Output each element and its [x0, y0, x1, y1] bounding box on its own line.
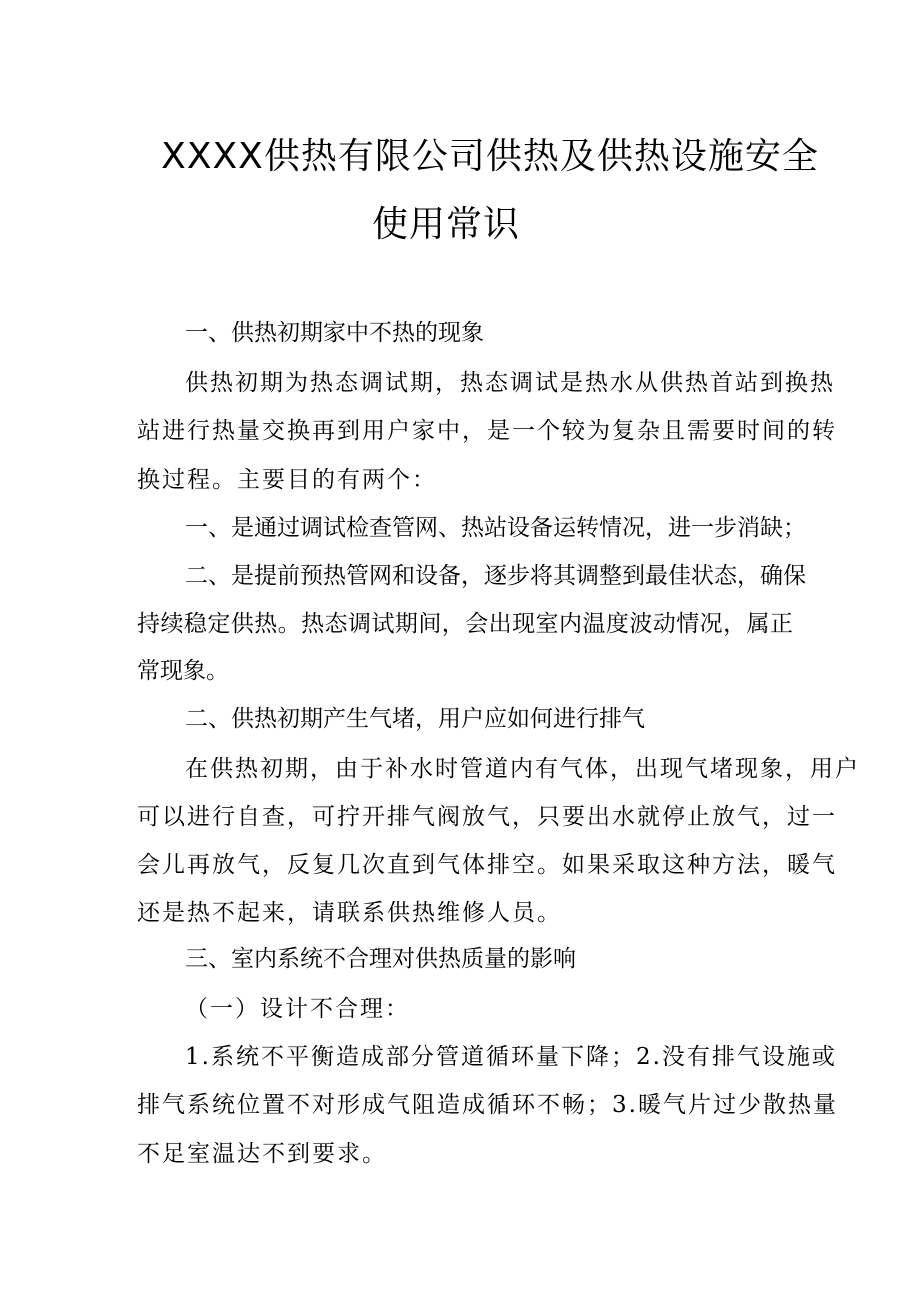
- section-2-paragraph-line: 在供热初期，由于补水时管道内有气体，出现气堵现象，用户: [185, 756, 860, 782]
- section-1-heading: 一、供热初期家中不热的现象: [185, 320, 484, 346]
- section-3-paragraph-line: 排气系统位置不对形成气阻造成循环不畅；3.暖气片过少散热量: [137, 1092, 838, 1118]
- section-1-paragraph-line: 换过程。主要目的有两个：: [137, 467, 437, 493]
- section-3-paragraph-line: 不足室温达不到要求。: [137, 1141, 387, 1167]
- section-1-paragraph-line: 站进行热量交换再到用户家中，是一个较为复杂且需要时间的转: [137, 418, 837, 444]
- section-3-heading: 三、室内系统不合理对供热质量的影响: [185, 946, 576, 972]
- section-1-point-2-line: 二、是提前预热管网和设备，逐步将其调整到最佳状态，确保: [185, 563, 806, 589]
- section-1-point-1: 一、是通过调试检查管网、热站设备运转情况，进一步消缺；: [185, 515, 806, 541]
- section-2-heading: 二、供热初期产生气堵，用户应如何进行排气: [185, 706, 645, 732]
- document-title-line-1: XXXX供热有限公司供热及供热设施安全: [161, 136, 819, 177]
- section-3-paragraph-line: 1.系统不平衡造成部分管道循环量下降；2.没有排气设施或: [185, 1044, 837, 1070]
- section-2-paragraph-line: 可以进行自查，可拧开排气阀放气，只要出水就停止放气，过一: [137, 804, 837, 830]
- section-2-paragraph-line: 会儿再放气，反复几次直到气体排空。如果采取这种方法，暖气: [137, 852, 837, 878]
- section-1-point-2-line: 常现象。: [137, 658, 229, 684]
- section-1-paragraph-line: 供热初期为热态调试期，热态调试是热水从供热首站到换热: [185, 370, 835, 396]
- section-1-point-2-line: 持续稳定供热。热态调试期间，会出现室内温度波动情况，属正: [137, 611, 793, 637]
- document-title-line-2: 使用常识: [372, 204, 521, 245]
- section-2-paragraph-line: 还是热不起来，请联系供热维修人员。: [137, 900, 562, 926]
- section-3-sub-heading: （一）设计不合理：: [185, 996, 410, 1022]
